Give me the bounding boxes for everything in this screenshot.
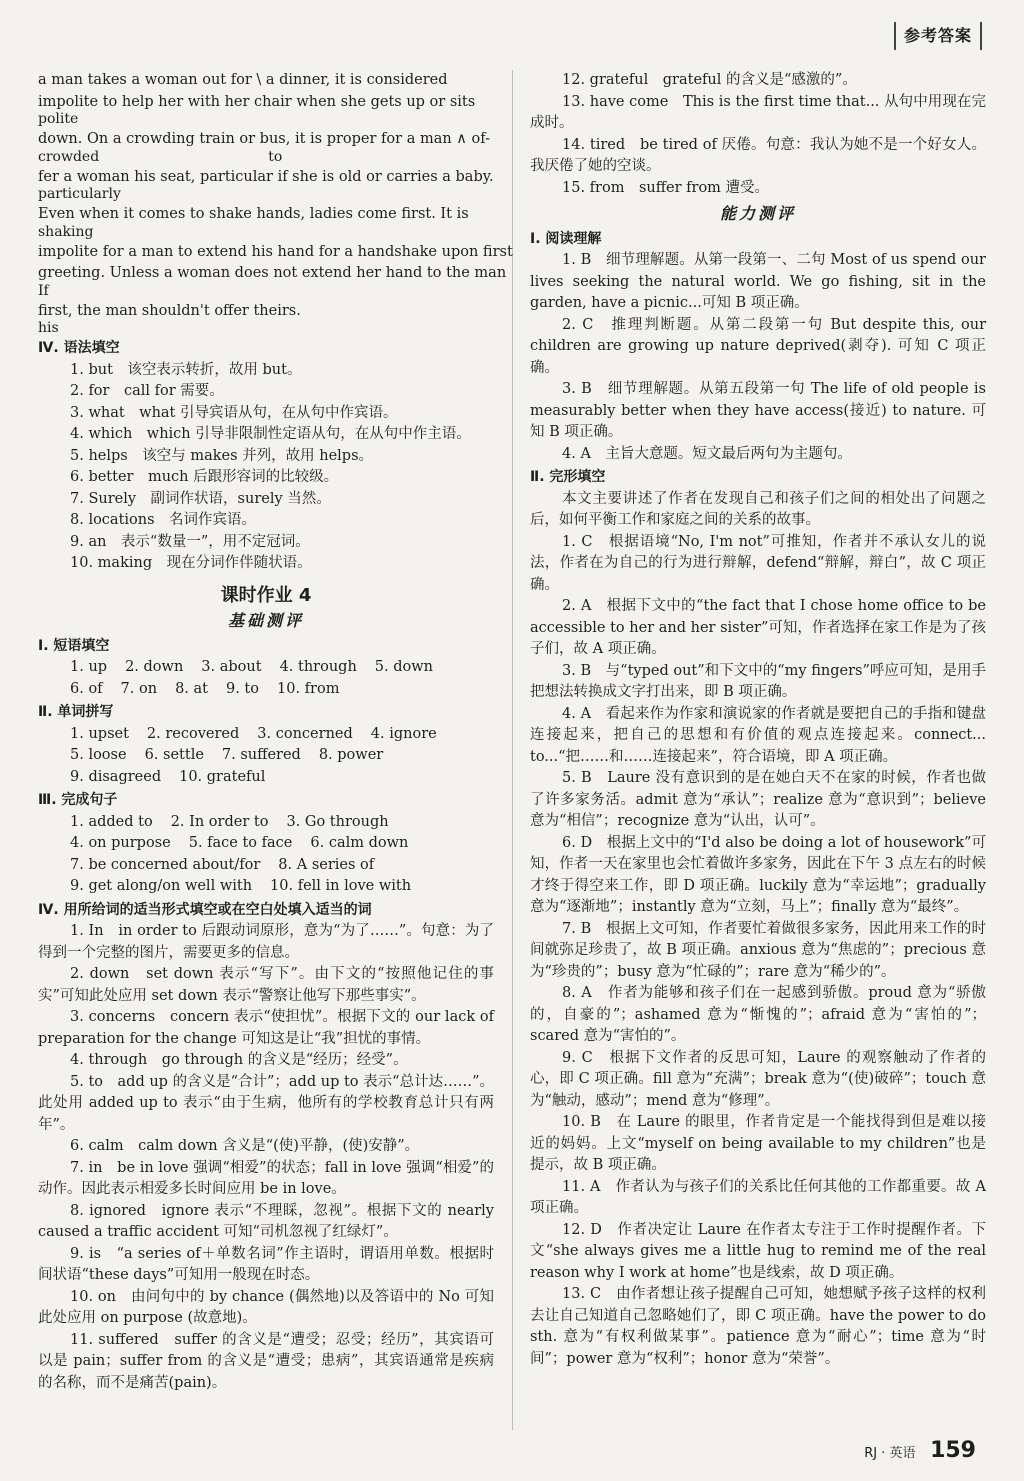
word-form-answer: 3. concerns concern 表示“使担忧”。根据下文的 our lack of preparation for the change 可知这是让“我”担忧的事情。 [38, 1009, 494, 1047]
correction-text: a man takes a woman out for \ a dinner, it is considered [38, 72, 448, 88]
phrase-answer-item: 2. down [125, 659, 184, 675]
reading-answer: 4. A 主旨大意题。短文最后两句为主题句。 [562, 445, 852, 462]
spelling-answer-item: 7. suffered [221, 747, 301, 763]
correction-line [38, 263, 507, 299]
correction-line [38, 70, 494, 92]
word-form-answer: 5. to add up 的含义是“合计”；add up to 表示“总计达……”。此处用 added up to 表示“由于生病，他所有的学校教育总计只有两年”。 [38, 1073, 494, 1133]
correction-line [38, 167, 494, 203]
word-form-answer: 9. is “a series of＋单数名词”作主语时，谓语用单数。根据时间状语“these days”可知用一般现在时态。 [38, 1245, 494, 1283]
sentence-answer-row [38, 812, 494, 834]
phrase-answer-item: 4. through [279, 659, 357, 675]
spelling-answer-item: 3. concerned [257, 725, 353, 742]
phrase-answer-item: 8. at [175, 680, 208, 697]
spelling-answer-item: 9. disagreed [70, 768, 162, 785]
sentence-answer-item: 3. Go through [286, 813, 389, 830]
right-column [530, 70, 986, 1370]
correction-fix: his [38, 320, 59, 336]
sentence-answer-item: 9. get along/on well with [70, 878, 253, 894]
phrase-answer-row [38, 679, 494, 701]
grammar-answer: 1. but 该空表示转折，故用 but。 [70, 361, 302, 378]
cloze-answer: 12. D 作者决定让 Laure 在作者太专注于工作时提醒作者。下文“she always gives me a little hug to remind me of the real reason why I work at home”也是线索，故 D 项正确。 [530, 1221, 986, 1281]
cloze-answer: 9. C 根据下文作者的反思可知，Laure 的观察触动了作者的心，即 C 项正确。fill 意为“充满”；break 意为“(使)破碎”；touch 意为“触动，感动”；mend 意为“修理”。 [530, 1049, 986, 1109]
phrase-answer-item: 10. from [277, 680, 340, 697]
grammar-answer: 5. helps 该空与 makes 并列，故用 helps。 [70, 447, 374, 464]
correction-text: first, the man shouldn't offer theirs. [38, 302, 301, 319]
basic-test-title: 基础测评 [227, 611, 304, 630]
reading-answer: 1. B 细节理解题。从第一段第一、二句 Most of us spend our lives seeking the natural world. We go fishing, sit in the garden, have a picnic...可知 B 项正确。 [530, 252, 986, 311]
spelling-answer-item: 4. ignore [370, 725, 437, 742]
complete-sentences-answers [38, 812, 494, 898]
sentence-answer-row [38, 833, 494, 855]
reading-answer: 3. B 细节理解题。从第五段第一句 The life of old people is measurably better when they have access(接近) to nature. 可知 B 项正确。 [530, 381, 986, 440]
correction-text: down. On a crowding train or bus, it is proper for a man ∧ of- [38, 131, 490, 147]
grammar-answer: 2. for call for 需要。 [70, 383, 224, 399]
word-form-answer: 11. suffered suffer 的含义是“遭受；忍受；经历”，其宾语可以是 pain；suffer from 的含义是“遭受；患病”，其宾语通常是疾病的名称，而不是痛苦(pain)。 [38, 1331, 494, 1391]
grammar-answer: 4. which which 引导非限制性定语从句，在从句中作主语。 [70, 426, 471, 442]
word-form-answer: 15. from suffer from 遭受。 [562, 179, 770, 196]
correction-text: greeting. Unless a woman does not extend her hand to the man [38, 265, 507, 281]
ability-test-title: 能力测评 [719, 204, 796, 223]
column-divider [512, 70, 513, 1430]
spelling-answer-item: 5. loose [70, 747, 127, 763]
spelling-answer-row [38, 745, 494, 767]
grammar-fill-heading: Ⅳ. 语法填空 [38, 340, 120, 356]
word-form-answer: 12. grateful grateful 的含义是“感激的”。 [562, 72, 857, 88]
word-form-answers-continued [530, 70, 986, 199]
phrase-answer-row [38, 657, 494, 679]
word-form-answers [38, 921, 494, 1394]
reading-heading: Ⅰ. 阅读理解 [530, 230, 602, 247]
word-spelling-answers [38, 724, 494, 789]
correction-line [38, 129, 494, 165]
phrase-fill-heading: Ⅰ. 短语填空 [38, 637, 110, 654]
word-form-heading: Ⅳ. 用所给词的适当形式填空或在空白处填入适当的词 [38, 901, 372, 918]
cloze-answer: 5. B Laure 没有意识到的是在她白天不在家的时候，作者也做了许多家务活。admit 意为“承认”；realize 意为“意识到”；believe 意为“相信”；recognize 意为“认出，认可”。 [530, 770, 986, 829]
phrase-answer-item: 9. to [225, 680, 259, 697]
cloze-answer: 3. B 与“typed out”和下文中的“my fingers”呼应可知，是用手把想法转换成文字打出来，即 B 项正确。 [530, 662, 986, 700]
sentence-answer-item: 1. added to [70, 813, 153, 830]
spelling-answer-row [38, 767, 494, 789]
phrase-answer-item: 3. about [201, 659, 262, 675]
reading-answers [530, 250, 986, 465]
phrase-answer-item: 5. down [374, 659, 434, 675]
subject-label: RJ · 英语 [864, 1446, 916, 1461]
correction-text: fer a woman his seat, particular if she is old or carries a baby. [38, 168, 494, 185]
sentence-answer-row [38, 876, 494, 898]
correction-fix: If [38, 282, 49, 299]
phrase-answer-item: 7. on [120, 680, 158, 697]
sentence-answer-item: 10. fell in love with [270, 878, 412, 894]
cloze-answer: 1. C 根据语境“No, I'm not”可推知，作者并不承认女儿的说法，作者在为自己的行为进行辩解，defend“辩解，辩白”，故 C 项正确。 [530, 533, 986, 593]
correction-line [38, 204, 494, 240]
correction-fix: polite [38, 111, 79, 127]
grammar-answer: 7. Surely 副词作状语，surely 当然。 [70, 490, 331, 507]
correction-fix: particularly [38, 186, 121, 202]
correction-text: Even when it comes to shake hands, ladies come first. It is [38, 206, 469, 222]
word-form-answer: 4. through go through 的含义是“经历；经受”。 [70, 1052, 408, 1068]
spelling-answer-row [38, 724, 494, 746]
cloze-answer: 2. A 根据下文中的“the fact that I chose home office to be accessible to her and her sister”可知，作者选择在家工作是为了孩子们，故 A 项正确。 [530, 598, 986, 657]
phrase-answer-item: 6. of [70, 680, 103, 697]
sentence-answer-row [38, 855, 494, 877]
word-form-answer: 6. calm calm down 含义是“(使)平静，(使)安静”。 [70, 1138, 420, 1154]
grammar-answer: 9. an 表示“数量一”，用不定冠词。 [70, 533, 310, 550]
cloze-answers [530, 532, 986, 1371]
reading-answer: 2. C 推理判断题。从第二段第一句 But despite this, our children are growing up nature deprived(剥夺). 可知 C 项正确。 [530, 316, 986, 376]
spelling-answer-item: 10. grateful [179, 768, 266, 785]
cloze-answer: 10. B 在 Laure 的眼里，作者肯定是一个能找得到但是难以接近的妈妈。上文“myself on being available to my children”也是提示，故 B 项正确。 [530, 1114, 986, 1173]
grammar-answer: 6. better much 后跟形容词的比较级。 [70, 469, 339, 485]
cloze-answer: 4. A 看起来作为作家和演说家的作者就是要把自己的手指和键盘连接起来，把自己的思想和有价值的观点连接起来。connect... to...“把……和……连接起来”，符合语境，即 A 项正确。 [530, 705, 986, 765]
cloze-heading: Ⅱ. 完形填空 [530, 469, 606, 485]
word-form-answer: 1. In in order to 后跟动词原形，意为“为了……”。句意：为了得到一个完整的图片，需要更多的信息。 [38, 923, 494, 961]
spelling-answer-item: 6. settle [144, 747, 204, 763]
left-column [38, 70, 513, 1394]
cloze-answer: 8. A 作者为能够和孩子们在一起感到骄傲。proud 意为“骄傲的，自豪的”；ashamed 意为“惭愧的”；afraid 意为“害怕的”；scared 意为“害怕的”。 [530, 985, 986, 1044]
sentence-answer-item: 5. face to face [188, 835, 293, 851]
grammar-answer: 10. making 现在分词作伴随状语。 [70, 555, 312, 571]
correction-text: impolite to help her with her chair when she gets up or sits [38, 93, 476, 110]
correction-text: impolite for a man to extend his hand for a handshake upon first [38, 243, 513, 260]
word-form-answer: 14. tired be tired of 厌倦。句意：我认为她不是一个好女人。我厌倦了她的空谈。 [530, 136, 986, 174]
word-form-answer: 10. on 由问句中的 by chance (偶然地)以及答语中的 No 可知此处应用 on purpose (故意地)。 [38, 1288, 494, 1326]
correction-line [38, 92, 494, 128]
word-form-answer: 13. have come This is the first time that... 从句中用现在完成时。 [530, 93, 986, 131]
word-spelling-heading: Ⅱ. 单词拼写 [38, 704, 114, 720]
spelling-answer-item: 1. upset [70, 725, 129, 742]
correction-passage [38, 70, 513, 336]
sentence-answer-item: 8. A series of [278, 856, 375, 873]
sentence-answer-item: 6. calm down [310, 835, 409, 851]
phrase-fill-answers [38, 657, 494, 700]
correction-fix: crowded to [38, 148, 283, 165]
cloze-answer: 13. C 由作者想让孩子提醒自己可知，她想赋予孩子这样的权利去让自己知道自己忽略她们了，即 C 项正确。have the power to do sth. 意为“有权利做某事”。patience 意为“耐心”；time 意为“时间”；power 意为“权利”；honor 意为“荣誉”。 [530, 1286, 986, 1367]
page-number: 159 [930, 1438, 976, 1463]
answer-key-tag: 参考答案 [894, 22, 982, 50]
cloze-answer: 7. B 根据上文可知，作者要忙着做很多家务，因此用来工作的时间就弥足珍贵了，故 B 项正确。anxious 意为“焦虑的”；precious 意为“珍贵的”；busy 意为“忙碌的”；rare 意为“稀少的”。 [530, 920, 986, 980]
phrase-answer-item: 1. up [70, 659, 108, 675]
spelling-answer-item: 8. power [318, 747, 384, 763]
cloze-intro: 本文主要讲述了作者在发现自己和孩子们之间的相处出了问题之后，如何平衡工作和家庭之间的关系的故事。 [530, 490, 986, 528]
grammar-fill-answers [38, 360, 494, 575]
correction-fix: shaking [38, 223, 94, 240]
word-form-answer: 7. in be in love 强调“相爱”的状态；fall in love 强调“相爱”的动作。因此表示相爱多长时间应用 be in love。 [38, 1159, 494, 1197]
correction-line [38, 301, 494, 337]
sentence-answer-item: 2. In order to [170, 813, 269, 830]
cloze-answer: 6. D 根据上文中的“I'd also be doing a lot of housework”可知，作者一天在家里也会忙着做许多家务，因此在下午 3 点左右的时候才终于得空来工作，即 D 项正确。luckily 意为“幸运地”；gradually 意为“逐渐地”；instantly 意为“立刻，马上”；finally 意为“最终”。 [530, 834, 986, 915]
word-form-answer: 2. down set down 表示“写下”。由下文的“按照他记住的事实”可知此处应用 set down 表示“警察让他写下那些事实”。 [38, 966, 494, 1004]
lesson-title: 课时作业 4 [220, 584, 312, 606]
grammar-answer: 3. what what 引导宾语从句，在从句中作宾语。 [70, 404, 398, 421]
complete-sentences-heading: Ⅲ. 完成句子 [38, 792, 118, 808]
sentence-answer-item: 7. be concerned about/for [70, 856, 261, 873]
spelling-answer-item: 2. recovered [146, 725, 240, 742]
sentence-answer-item: 4. on purpose [70, 835, 171, 851]
grammar-answer: 8. locations 名词作宾语。 [70, 512, 257, 528]
page-footer [864, 1440, 976, 1465]
word-form-answer: 8. ignored ignore 表示“不理睬，忽视”。根据下文的 nearly caused a traffic accident 可知“司机忽视了红绿灯”。 [38, 1202, 494, 1240]
correction-line [38, 242, 513, 264]
cloze-answer: 11. A 作者认为与孩子们的关系比任何其他的工作都重要。故 A 项正确。 [530, 1178, 986, 1216]
